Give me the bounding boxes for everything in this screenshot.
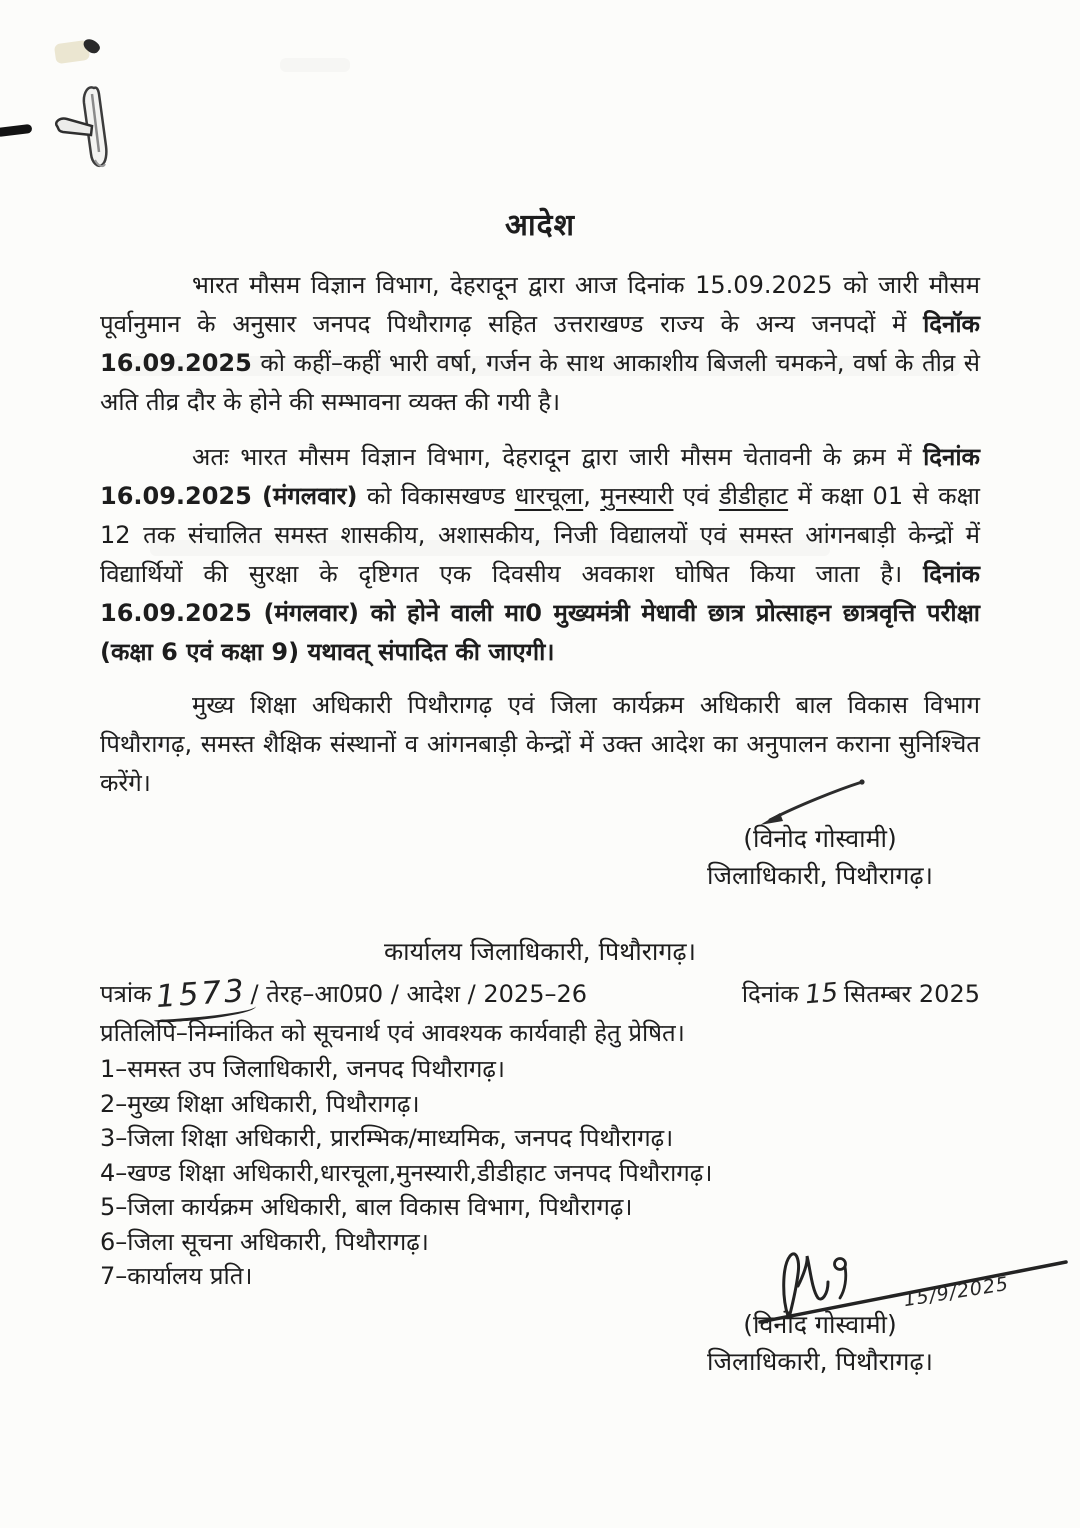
para1-bold-date: दिनॉक 16.09.2025 xyxy=(100,310,980,377)
para2-text3: में कक्षा 01 से कक्षा 12 तक संचालित समस्त शासकीय, अशासकीय, निजी विद्यालयों एवं समस्त आंगनबाड़ी केन्द्रों में विद्यार्थियों की सुरक्षा के दृष्टिगत एक दिवसीय अवकाश घोषित किया जाता है। xyxy=(100,482,981,588)
staple-pin-icon xyxy=(45,80,123,178)
para2-block-dharchula: धारचूला xyxy=(514,482,584,510)
copy-item-6: 6–जिला सूचना अधिकारी, पिथौरागढ़। xyxy=(100,1227,429,1256)
office-heading: कार्यालय जिलाधिकारी, पिथौरागढ़। xyxy=(383,937,697,966)
scan-mark-left-edge xyxy=(0,124,32,137)
date-label: दिनांक xyxy=(741,980,799,1008)
paragraph-holiday-order xyxy=(100,438,980,672)
copy-item-2: 2–मुख्य शिक्षा अधिकारी, पिथौरागढ़। xyxy=(100,1089,420,1118)
para2-comma: , xyxy=(583,482,601,510)
copy-item-3: 3–जिला शिक्षा अधिकारी, प्रारम्भिक/माध्यमिक, जनपद पिथौरागढ़। xyxy=(100,1124,674,1152)
copy-intro: प्रतिलिपि–निम्नांकित को सूचनार्थ एवं आवश्यक कार्यवाही हेतु प्रेषित। xyxy=(100,1019,685,1047)
signature-block-top xyxy=(660,820,980,894)
letter-no-handwritten: 1573 xyxy=(154,972,248,1016)
letter-date-group xyxy=(742,977,980,1010)
scan-blotch xyxy=(280,58,350,72)
paragraph-compliance: मुख्य शिक्षा अधिकारी पिथौरागढ़ एवं जिला कार्यक्रम अधिकारी बाल विकास विभाग पिथौरागढ़, समस्त शैक्षिक संस्थानों व आंगनबाड़ी केन्द्रों में उक्त आदेश का अनुपालन कराना सुनिश्चित करेंगे। xyxy=(100,691,980,797)
para2-bold-date: दिनांक 16.09.2025 (मंगलवार) xyxy=(100,443,980,510)
paragraph-weather-forecast xyxy=(100,266,980,422)
para2-and: एवं xyxy=(673,482,719,510)
letter-number-row xyxy=(100,972,980,1016)
signatory-name: (विनोद गोस्वामी) xyxy=(743,1310,897,1339)
copy-item-1: 1–समस्त उप जिलाधिकारी, जनपद पिथौरागढ़। xyxy=(100,1055,506,1083)
letter-no-rest: / तेरह–आ0प्र0 / आदेश / 2025–26 xyxy=(250,980,588,1008)
copy-item-7: 7–कार्यालय प्रति। xyxy=(100,1262,253,1290)
letter-number-group xyxy=(100,972,588,1016)
copy-item-5: 5–जिला कार्यक्रम अधिकारी, बाल विकास विभाग, पिथौरागढ़। xyxy=(100,1193,633,1221)
copy-item-4: 4–खण्ड शिक्षा अधिकारी,धारचूला,मुनस्यारी,डीडीहाट जनपद पिथौरागढ़। xyxy=(100,1158,713,1187)
date-rest: सितम्बर 2025 xyxy=(843,980,980,1008)
letter-no-label: पत्रांक xyxy=(100,980,152,1008)
signatory-designation: जिलाधिकारी, पिथौरागढ़। xyxy=(706,861,934,890)
para2-block-didihat: डीडीहाट xyxy=(718,482,789,510)
signature-handwritten-date: 15/9/2025 xyxy=(901,1272,1011,1312)
para2-block-munsyari: मुनस्यारी xyxy=(600,482,674,510)
para2-text2: को विकासखण्ड xyxy=(357,482,515,510)
date-handwritten: 15 xyxy=(803,977,840,1011)
pen-stroke-icon xyxy=(752,776,867,831)
signatory-name: (विनोद गोस्वामी) xyxy=(743,824,897,853)
para2-bold-exam: दिनांक 16.09.2025 (मंगलवार) को होने वाली मा0 मुख्यमंत्री मेधावी छात्र प्रोत्साहन छात्रवृत्ति परीक्षा (कक्षा 6 एवं कक्षा 9) यथावत् संपादित की जाएगी। xyxy=(100,560,980,666)
copy-list xyxy=(100,1052,712,1294)
signatory-designation: जिलाधिकारी, पिथौरागढ़। xyxy=(706,1347,934,1376)
para1-text: भारत मौसम विज्ञान विभाग, देहरादून द्वारा आज दिनांक 15.09.2025 को जारी मौसम पूर्वानुमान के अनुसार जनपद पिथौरागढ़ सहित उत्तराखण्ड राज्य के अन्य जनपदों में xyxy=(100,271,980,338)
para2-text: अतः भारत मौसम विज्ञान विभाग, देहरादून द्वारा जारी मौसम चेतावनी के क्रम में xyxy=(192,443,924,471)
document-title: आदेश xyxy=(505,208,575,243)
para1-text-end: को कहीं–कहीं भारी वर्षा, गर्जन के साथ आकाशीय बिजली चमकने, वर्षा के तीव्र से अति तीव्र दौर के होने की सम्भावना व्यक्त की गयी है। xyxy=(100,349,980,416)
